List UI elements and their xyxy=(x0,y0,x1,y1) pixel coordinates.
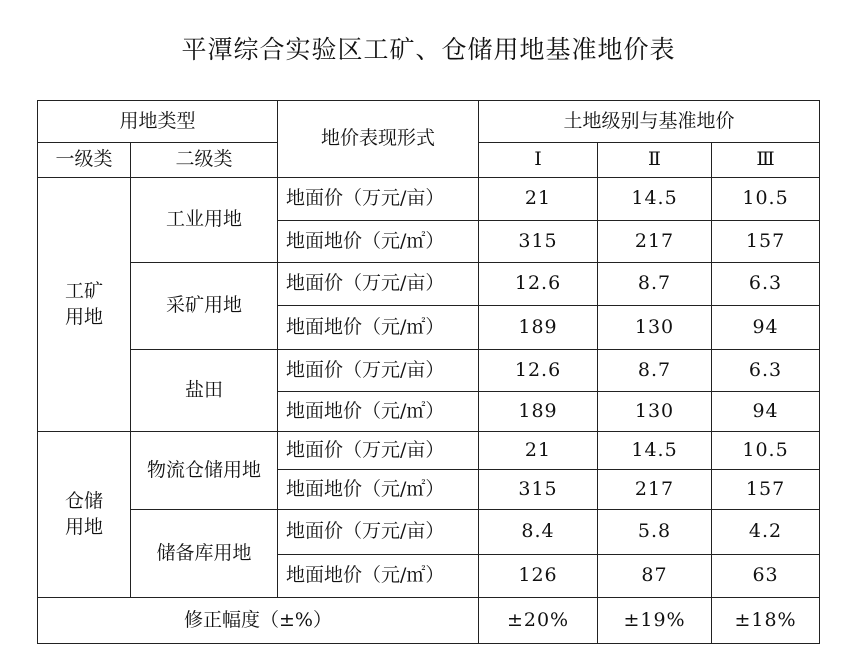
price-cell: 12.6 xyxy=(479,350,598,392)
price-cell: 21 xyxy=(479,432,598,470)
form-sqm: 地面地价（元/㎡） xyxy=(278,470,479,510)
price-cell: 10.5 xyxy=(712,432,820,470)
subcategory-industrial: 工业用地 xyxy=(131,178,278,263)
price-cell: 315 xyxy=(479,470,598,510)
price-cell: 94 xyxy=(712,306,820,350)
form-mu: 地面价（万元/亩） xyxy=(278,263,479,306)
price-cell: 8.7 xyxy=(598,350,712,392)
price-cell: 87 xyxy=(598,555,712,598)
form-header: 地价表现形式 xyxy=(278,101,479,178)
correction-value: ±19% xyxy=(598,598,712,644)
price-cell: 157 xyxy=(712,470,820,510)
price-cell: 8.7 xyxy=(598,263,712,306)
subcategory-reserve: 储备库用地 xyxy=(131,510,278,598)
correction-value: ±18% xyxy=(712,598,820,644)
price-cell: 14.5 xyxy=(598,432,712,470)
form-mu: 地面价（万元/亩） xyxy=(278,510,479,555)
price-cell: 315 xyxy=(479,221,598,263)
grade1-header: Ⅰ xyxy=(479,143,598,178)
price-cell: 157 xyxy=(712,221,820,263)
subcategory-mining: 采矿用地 xyxy=(131,263,278,350)
form-mu: 地面价（万元/亩） xyxy=(278,178,479,221)
category-mining: 工矿 用地 xyxy=(38,178,131,432)
subcategory-salt-field: 盐田 xyxy=(131,350,278,432)
price-cell: 10.5 xyxy=(712,178,820,221)
form-sqm: 地面地价（元/㎡） xyxy=(278,555,479,598)
grade-price-header: 土地级别与基准地价 xyxy=(479,101,820,143)
price-cell: 5.8 xyxy=(598,510,712,555)
price-cell: 21 xyxy=(479,178,598,221)
form-mu: 地面价（万元/亩） xyxy=(278,350,479,392)
price-cell: 8.4 xyxy=(479,510,598,555)
price-cell: 126 xyxy=(479,555,598,598)
price-cell: 4.2 xyxy=(712,510,820,555)
price-cell: 6.3 xyxy=(712,263,820,306)
price-cell: 63 xyxy=(712,555,820,598)
grade2-header: Ⅱ xyxy=(598,143,712,178)
level2-header: 二级类 xyxy=(131,143,278,178)
level1-header: 一级类 xyxy=(38,143,131,178)
form-sqm: 地面地价（元/㎡） xyxy=(278,221,479,263)
price-cell: 217 xyxy=(598,221,712,263)
price-cell: 94 xyxy=(712,392,820,432)
subcategory-logistics: 物流仓储用地 xyxy=(131,432,278,510)
category-storage: 仓储 用地 xyxy=(38,432,131,598)
correction-label: 修正幅度（±%） xyxy=(38,598,479,644)
land-type-header: 用地类型 xyxy=(38,101,278,143)
grade3-header: Ⅲ xyxy=(712,143,820,178)
page-title: 平潭综合实验区工矿、仓储用地基准地价表 xyxy=(181,35,676,64)
form-sqm: 地面地价（元/㎡） xyxy=(278,392,479,432)
price-cell: 217 xyxy=(598,470,712,510)
land-price-table xyxy=(37,100,820,644)
form-sqm: 地面地价（元/㎡） xyxy=(278,306,479,350)
price-cell: 130 xyxy=(598,392,712,432)
price-cell: 130 xyxy=(598,306,712,350)
form-mu: 地面价（万元/亩） xyxy=(278,432,479,470)
price-cell: 189 xyxy=(479,306,598,350)
price-cell: 14.5 xyxy=(598,178,712,221)
correction-value: ±20% xyxy=(479,598,598,644)
price-cell: 6.3 xyxy=(712,350,820,392)
price-cell: 12.6 xyxy=(479,263,598,306)
price-cell: 189 xyxy=(479,392,598,432)
